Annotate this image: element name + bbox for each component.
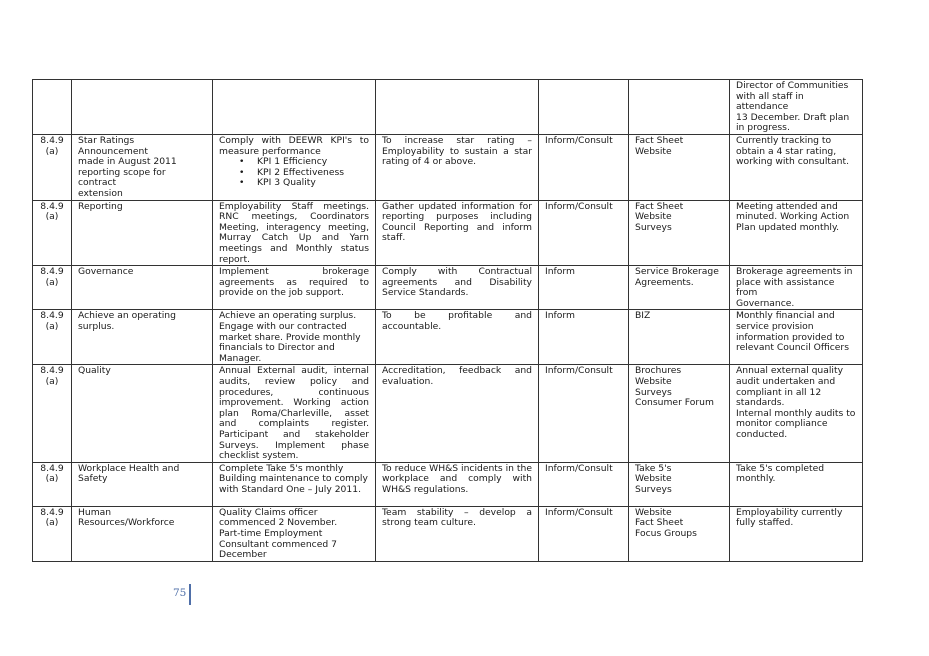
- action-text: Employability Staff meetings. RNC meetings, Coordinators Meeting, interagency meeting, Murray Catch Up and Yarn meetings and Monthly status report.: [219, 200, 369, 265]
- status-cell: [730, 506, 863, 561]
- status-line: Governance.: [736, 297, 795, 309]
- method-text: Inform/Consult: [545, 200, 613, 212]
- item-line: Safety: [78, 473, 108, 485]
- status-line: audit undertaken and: [736, 376, 836, 388]
- action-text: Annual External audit, internal audits, review policy and procedures, continuous improvement. Working action plan Roma/Charleville, asset and complaints register. Participant and stakeholder Surveys. Implement phase checklist system.: [219, 365, 369, 462]
- channel-line: Website: [635, 473, 672, 485]
- status-line: Employability currently: [736, 506, 843, 518]
- status-cell: [730, 310, 863, 365]
- channel-line: Website: [635, 376, 672, 388]
- page-number-rule: [189, 584, 191, 605]
- table-row: [33, 365, 863, 462]
- outcome-text: Accreditation, feedback and evaluation.: [382, 365, 532, 388]
- channel-line: Focus Groups: [635, 527, 697, 539]
- status-line: Take 5's completed: [736, 462, 825, 474]
- method-cell: [539, 80, 629, 135]
- item-code: 8.4.9: [40, 266, 64, 278]
- outcome-text: Gather updated information for reporting purposes including Council Reporting and inform staff.: [382, 200, 532, 244]
- item-code: 8.4.9: [40, 506, 64, 518]
- item-cell: [72, 134, 213, 200]
- method-cell: [539, 134, 629, 200]
- item-cell: [72, 310, 213, 365]
- action-line: December: [219, 549, 267, 561]
- item-line: Human: [78, 506, 112, 518]
- item-line: surplus.: [78, 321, 115, 333]
- method-cell: [539, 462, 629, 506]
- channel-line: Surveys: [635, 483, 672, 495]
- action-plan-table: [32, 79, 863, 562]
- item-code: 8.4.9: [40, 310, 64, 322]
- code-cell: [33, 134, 72, 200]
- action-line: Complete Take 5's monthly: [219, 462, 344, 474]
- action-line: financials to Director and: [219, 342, 335, 354]
- action-line: Achieve an operating surplus.: [219, 310, 357, 322]
- status-line: minuted. Working Action: [736, 211, 850, 223]
- status-line: relevant Council Officers: [736, 342, 849, 354]
- status-line: Monthly financial and: [736, 310, 835, 322]
- item-code-suffix: (a): [45, 321, 59, 333]
- status-line: 13 December. Draft plan: [736, 111, 850, 123]
- action-cell: [213, 266, 376, 310]
- outcome-cell: [376, 365, 539, 462]
- status-cell: [730, 462, 863, 506]
- action-cell: [213, 365, 376, 462]
- status-line: standards.: [736, 397, 785, 409]
- action-text: Implement brokerage agreements as required to provide on the job support.: [219, 266, 369, 299]
- item-code-suffix: (a): [45, 376, 59, 388]
- action-cell: [213, 310, 376, 365]
- item-code-suffix: (a): [45, 276, 59, 288]
- kpi-list: [219, 157, 369, 189]
- channel-line: BIZ: [635, 310, 651, 322]
- channel-line: Website: [635, 506, 672, 518]
- channel-line: Agreements.: [635, 276, 694, 288]
- channel-line: Service Brokerage: [635, 266, 719, 278]
- item-line: Star Ratings Announcement: [78, 134, 148, 157]
- outcome-cell: [376, 134, 539, 200]
- outcome-cell: [376, 266, 539, 310]
- channel-cell: [629, 80, 730, 135]
- code-cell: [33, 365, 72, 462]
- item-line: reporting scope for contract: [78, 166, 166, 189]
- item-cell: [72, 462, 213, 506]
- channel-cell: [629, 506, 730, 561]
- action-cell: [213, 134, 376, 200]
- status-line: monitor compliance: [736, 418, 828, 430]
- item-code: 8.4.9: [40, 462, 64, 474]
- channel-line: Consumer Forum: [635, 397, 714, 409]
- status-cell: [730, 134, 863, 200]
- channel-cell: [629, 365, 730, 462]
- status-cell: [730, 200, 863, 266]
- status-line: conducted.: [736, 429, 788, 440]
- method-text: Inform: [545, 310, 575, 322]
- action-line: commenced 2 November.: [219, 517, 338, 529]
- table-row: [33, 134, 863, 200]
- outcome-text: To reduce WH&S incidents in the workplace and comply with WH&S regulations.: [382, 462, 532, 495]
- method-text: Inform/Consult: [545, 134, 613, 146]
- method-cell: [539, 200, 629, 266]
- list-item: • KPI 1 Efficiency: [257, 157, 369, 168]
- item-line: Achieve an operating: [78, 310, 176, 322]
- item-line: Resources/Workforce: [78, 517, 175, 529]
- table-row: [33, 462, 863, 506]
- status-line: with all staff in attendance: [736, 90, 804, 113]
- outcome-cell: [376, 506, 539, 561]
- status-line: Meeting attended and: [736, 200, 838, 212]
- list-item: • KPI 2 Effectiveness: [257, 168, 369, 179]
- status-line: place with assistance from: [736, 276, 835, 299]
- channel-line: Website: [635, 145, 672, 157]
- table-row: [33, 266, 863, 310]
- action-line: Quality Claims officer: [219, 506, 318, 518]
- status-line: Annual external quality: [736, 365, 844, 377]
- item-cell: [72, 200, 213, 266]
- method-cell: [539, 365, 629, 462]
- method-text: Inform/Consult: [545, 462, 613, 474]
- status-cell: [730, 266, 863, 310]
- action-line: Building maintenance to comply: [219, 473, 368, 485]
- action-line: Manager.: [219, 352, 262, 364]
- channel-cell: [629, 462, 730, 506]
- channel-line: Fact Sheet: [635, 134, 684, 146]
- code-cell: [33, 310, 72, 365]
- method-cell: [539, 310, 629, 365]
- action-cell: [213, 506, 376, 561]
- status-line: compliant in all 12: [736, 386, 822, 398]
- item-cell: [72, 266, 213, 310]
- channel-line: Brochures: [635, 365, 682, 377]
- outcome-text: Comply with Contractual agreements and Disability Service Standards.: [382, 266, 532, 299]
- channel-line: Fact Sheet: [635, 200, 684, 212]
- outcome-cell: [376, 80, 539, 135]
- item-code-suffix: (a): [45, 211, 59, 223]
- item-code-suffix: (a): [45, 473, 59, 485]
- status-line: Currently tracking to: [736, 134, 832, 146]
- action-line: Part-time Employment: [219, 527, 323, 539]
- channel-line: Website: [635, 211, 672, 223]
- action-line: market share. Provide monthly: [219, 331, 361, 343]
- item-cell: [72, 506, 213, 561]
- channel-cell: [629, 310, 730, 365]
- status-cell: [730, 365, 863, 462]
- action-line: Consultant commenced 7: [219, 538, 337, 550]
- outcome-cell: [376, 310, 539, 365]
- status-line: obtain a 4 star rating,: [736, 145, 837, 157]
- item-code-suffix: (a): [45, 145, 59, 157]
- channel-line: Take 5's: [635, 462, 672, 474]
- item-line: Reporting: [78, 200, 123, 212]
- status-line: fully staffed.: [736, 517, 794, 529]
- action-cell: [213, 200, 376, 266]
- code-cell: [33, 506, 72, 561]
- channel-line: Surveys: [635, 221, 672, 233]
- code-cell: [33, 266, 72, 310]
- status-cell: [730, 80, 863, 135]
- item-line: Governance: [78, 266, 134, 278]
- outcome-cell: [376, 200, 539, 266]
- action-text: Comply with DEEWR KPI's to measure performance: [219, 134, 369, 157]
- status-line: Plan updated monthly.: [736, 221, 840, 233]
- code-cell: [33, 80, 72, 135]
- code-cell: [33, 462, 72, 506]
- action-line: Engage with our contracted: [219, 321, 347, 333]
- code-cell: [33, 200, 72, 266]
- item-line: Quality: [78, 365, 111, 377]
- item-code: 8.4.9: [40, 134, 64, 146]
- status-line: service provision: [736, 321, 814, 333]
- table-row: [33, 200, 863, 266]
- channel-cell: [629, 266, 730, 310]
- status-line: Brokerage agreements in: [736, 266, 853, 278]
- channel-line: Surveys: [635, 386, 672, 398]
- page-number: 75: [173, 587, 187, 599]
- table-row: [33, 506, 863, 561]
- outcome-text: To increase star rating – Employability to sustain a star rating of 4 or above.: [382, 134, 532, 168]
- status-line: information provided to: [736, 331, 845, 343]
- action-line: with Standard One – July 2011.: [219, 483, 362, 495]
- item-code: 8.4.9: [40, 365, 64, 377]
- method-cell: [539, 506, 629, 561]
- outcome-text: To be profitable and accountable.: [382, 310, 532, 333]
- method-text: Inform/Consult: [545, 365, 613, 377]
- list-item: • KPI 3 Quality: [257, 178, 369, 189]
- table-row: [33, 80, 863, 135]
- channel-cell: [629, 134, 730, 200]
- item-code: 8.4.9: [40, 200, 64, 212]
- item-cell: [72, 80, 213, 135]
- item-cell: [72, 365, 213, 462]
- status-line: Internal monthly audits to: [736, 407, 856, 419]
- status-line: working with consultant.: [736, 156, 850, 168]
- method-text: Inform: [545, 266, 575, 278]
- status-line: monthly.: [736, 473, 776, 485]
- method-text: Inform/Consult: [545, 506, 613, 518]
- outcome-text: Team stability – develop a strong team culture.: [382, 506, 532, 529]
- item-line: made in August 2011: [78, 156, 177, 168]
- action-cell: [213, 462, 376, 506]
- outcome-cell: [376, 462, 539, 506]
- item-code-suffix: (a): [45, 517, 59, 529]
- status-line: Director of Communities: [736, 80, 849, 91]
- item-line: extension: [78, 187, 123, 199]
- channel-line: Fact Sheet: [635, 517, 684, 529]
- action-cell: [213, 80, 376, 135]
- table-row: [33, 310, 863, 365]
- channel-cell: [629, 200, 730, 266]
- item-line: Workplace Health and: [78, 462, 180, 474]
- method-cell: [539, 266, 629, 310]
- status-line: in progress.: [736, 122, 790, 134]
